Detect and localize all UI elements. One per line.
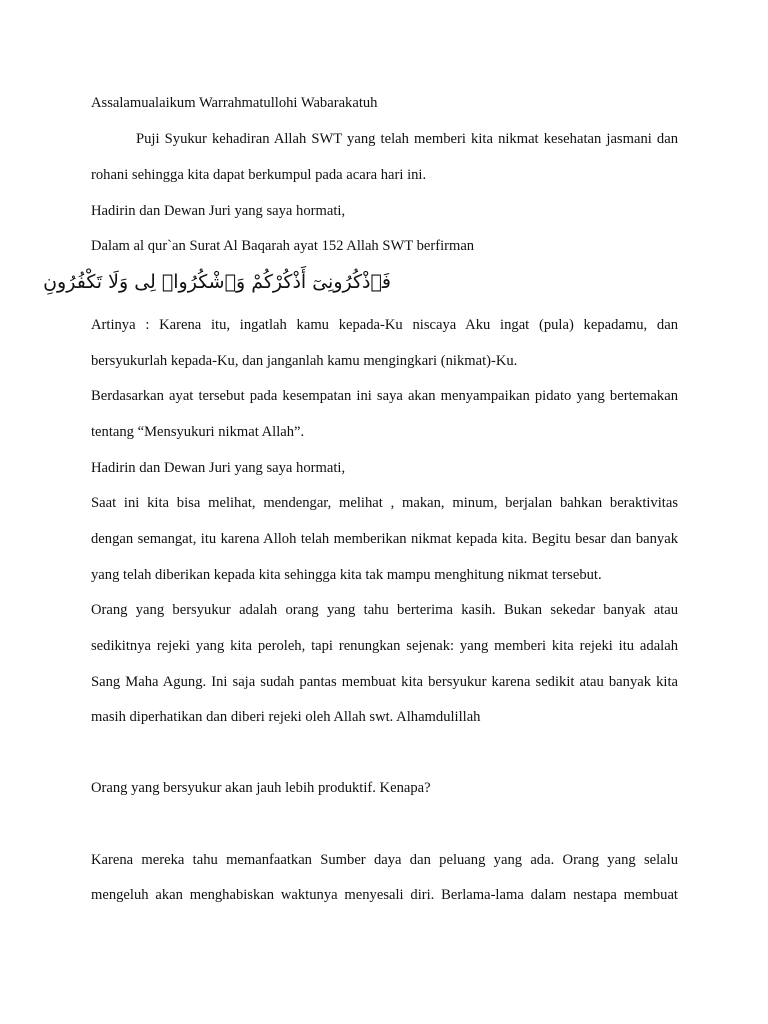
paragraph-line: mengeluh akan menghabiskan waktunya menyesali diri. Berlama-lama dalam nestapa membuat [91,887,678,903]
paragraph-line: tentang “Mensyukuri nikmat Allah”. [91,424,305,440]
paragraph-line: Saat ini kita bisa melihat, mendengar, melihat , makan, minum, berjalan bahkan beraktivitas [91,495,678,511]
paragraph-line: Orang yang bersyukur akan jauh lebih produktif. Kenapa? [91,780,431,796]
paragraph-line: Orang yang bersyukur adalah orang yang tahu berterima kasih. Bukan sekedar banyak atau [91,602,678,618]
paragraph-line: Dalam al qur`an Surat Al Baqarah ayat 152 Allah SWT berfirman [91,238,475,254]
address-line: Hadirin dan Dewan Juri yang saya hormati, [91,460,346,476]
paragraph-line: rohani sehingga kita dapat berkumpul pada acara hari ini. [91,167,427,183]
arabic-verse: فَٱذْكُرُونِىٓ أَذْكُرْكُمْ وَٱشْكُرُوا۟ لِى وَلَا تَكْفُرُونِ [43,271,391,293]
paragraph-line: yang telah diberikan kepada kita sehingga kita tak mampu menghitung nikmat tersebut. [91,567,602,583]
paragraph-line: bersyukurlah kepada-Ku, dan janganlah kamu mengingkari (nikmat)-Ku. [91,353,518,369]
paragraph-line: Berdasarkan ayat tersebut pada kesempatan ini saya akan menyampaikan pidato yang bertemakan [91,388,678,404]
paragraph-line: dengan semangat, itu karena Alloh telah memberikan nikmat kepada kita. Begitu besar dan banyak [91,531,678,547]
paragraph-line: Karena mereka tahu memanfaatkan Sumber daya dan peluang yang ada. Orang yang selalu [91,852,678,868]
paragraph-line: Sang Maha Agung. Ini saja sudah pantas membuat kita bersyukur karena sedikit atau banyak kita [91,674,678,690]
paragraph-line: sedikitnya rejeki yang kita peroleh, tapi renungkan sejenak: yang memberi kita rejeki itu adalah [91,638,678,654]
paragraph-line: Puji Syukur kehadiran Allah SWT yang telah memberi kita nikmat kesehatan jasmani dan [136,131,678,147]
address-line: Hadirin dan Dewan Juri yang saya hormati, [91,203,346,219]
paragraph-line: masih diperhatikan dan diberi rejeki oleh Allah swt. Alhamdulillah [91,709,481,725]
paragraph-line: Artinya : Karena itu, ingatlah kamu kepada-Ku niscaya Aku ingat (pula) kepadamu, dan [91,317,678,333]
salutation-line: Assalamualaikum Warrahmatullohi Wabarakatuh [91,95,378,111]
